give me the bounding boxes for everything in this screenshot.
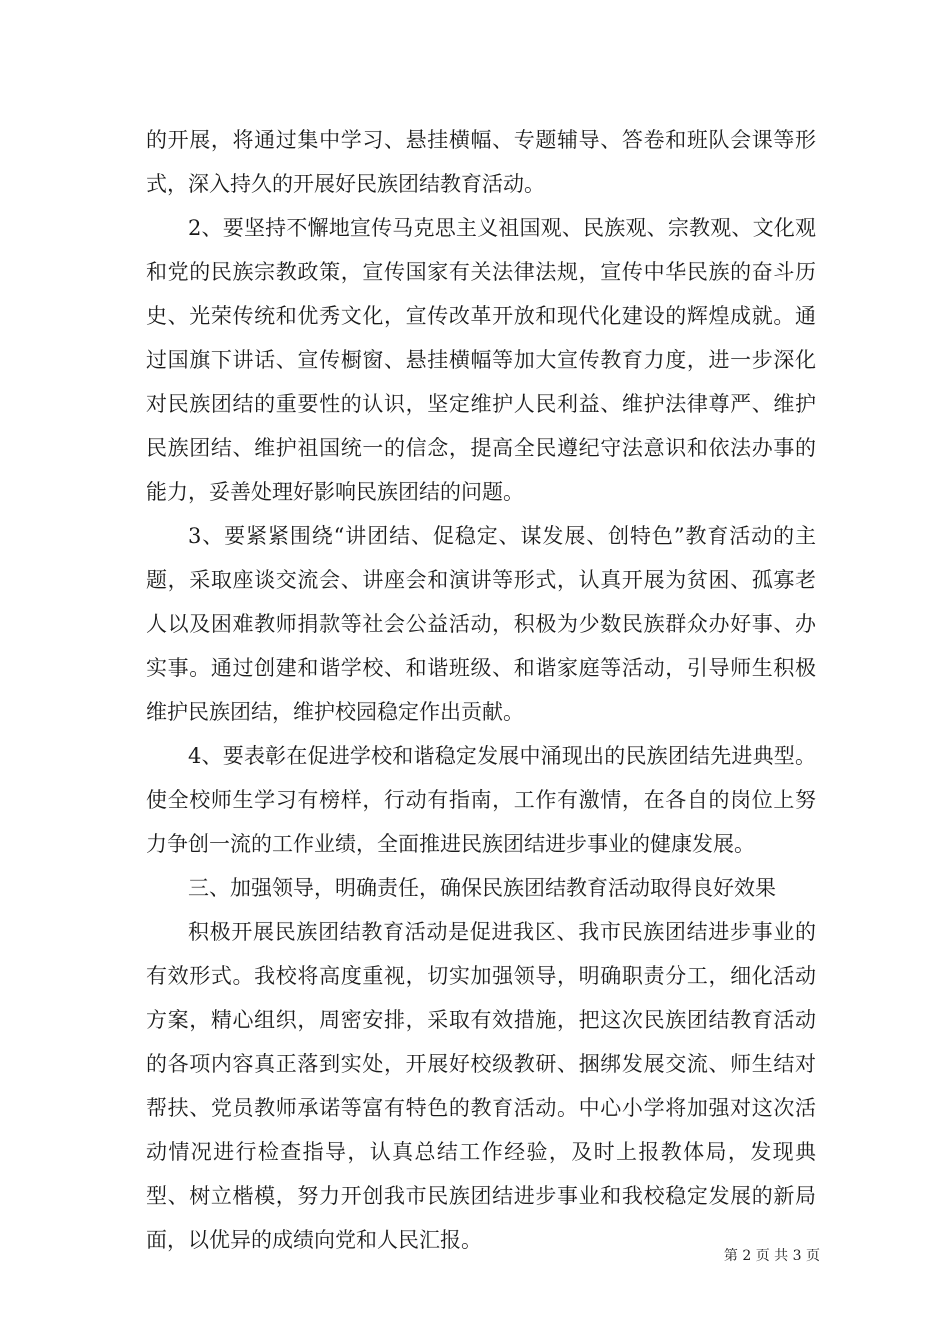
document-body bbox=[146, 118, 816, 1262]
paragraph-item-4: 4、要表彰在促进学校和谐稳定发展中涌现出的民族团结先进典型。使全校师生学习有榜样，行动有指南，工作有激情，在各自的岗位上努力争创一流的工作业绩，全面推进民族团结进步事业的健康发展。 bbox=[146, 744, 816, 856]
paragraph-item-3: 3、要紧紧围绕“讲团结、促稳定、谋发展、创特色”教育活动的主题，采取座谈交流会、讲座会和演讲等形式，认真开展为贫困、孤寡老人以及困难教师捐款等社会公益活动，积极为少数民族群众办好事、办实事。通过创建和谐学校、和谐班级、和谐家庭等活动，引导师生积极维护民族团结，维护校园稳定作出贡献。 bbox=[146, 524, 816, 724]
section-heading-3: 三、加强领导，明确责任，确保民族团结教育活动取得良好效果 bbox=[188, 876, 776, 900]
paragraph-closing: 积极开展民族团结教育活动是促进我区、我市民族团结进步事业的有效形式。我校将高度重视，切实加强领导，明确职责分工，细化活动方案，精心组织，周密安排，采取有效措施，把这次民族团结教育活动的各项内容真正落到实处，开展好校级教研、捆绑发展交流、师生结对帮扶、党员教师承诺等富有特色的教育活动。中心小学将加强对这次活动情况进行检查指导，认真总结工作经验，及时上报教体局，发现典型、树立楷模，努力开创我市民族团结进步事业和我校稳定发展的新局面，以优异的成绩向党和人民汇报。 bbox=[146, 920, 816, 1252]
paragraph-item-2: 2、要坚持不懈地宣传马克思主义祖国观、民族观、宗教观、文化观和党的民族宗教政策，宣传国家有关法律法规，宣传中华民族的奋斗历史、光荣传统和优秀文化，宣传改革开放和现代化建设的辉煌成就。通过国旗下讲话、宣传橱窗、悬挂横幅等加大宣传教育力度，进一步深化对民族团结的重要性的认识，坚定维护人民利益、维护法律尊严、维护民族团结、维护祖国统一的信念，提高全民遵纪守法意识和依法办事的能力，妥善处理好影响民族团结的问题。 bbox=[146, 216, 816, 504]
paragraph-continuation: 的开展，将通过集中学习、悬挂横幅、专题辅导、答卷和班队会课等形式，深入持久的开展好民族团结教育活动。 bbox=[146, 128, 816, 196]
page-number-footer: 第 2 页 共 3 页 bbox=[723, 1248, 820, 1264]
